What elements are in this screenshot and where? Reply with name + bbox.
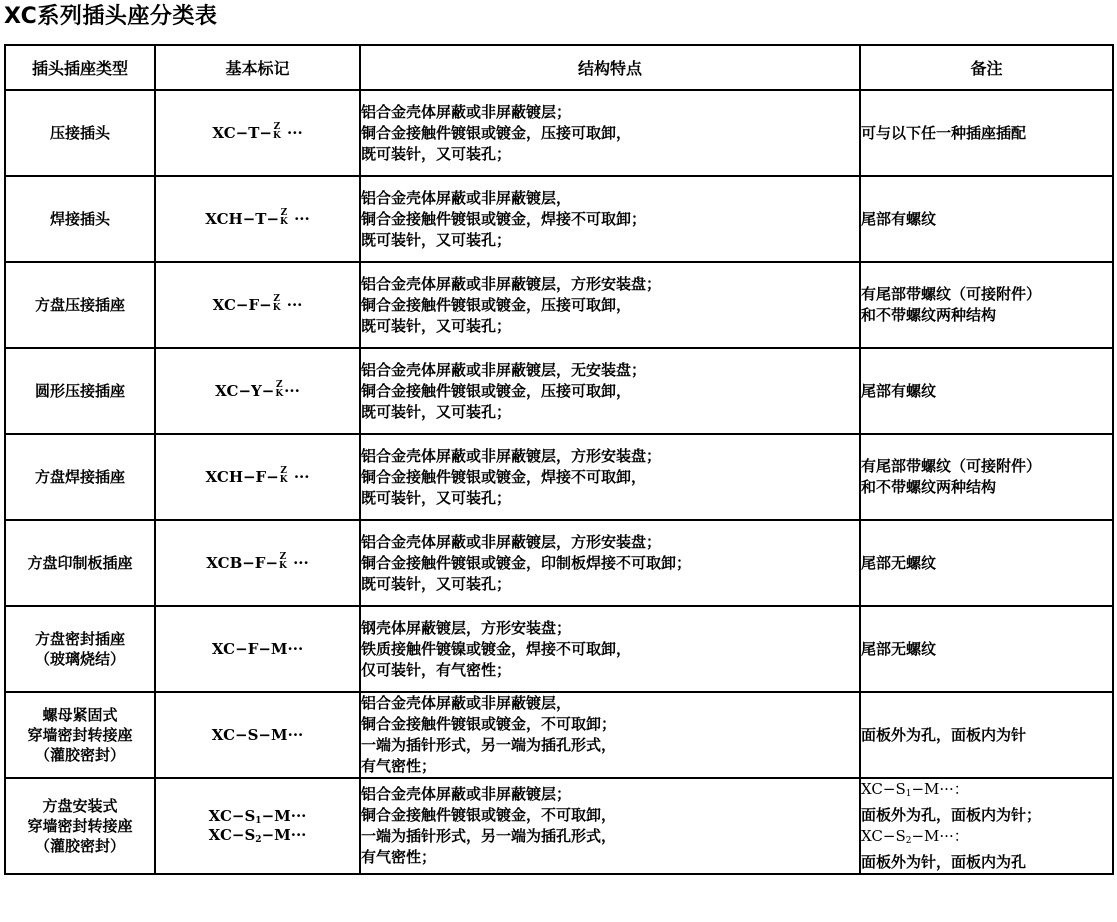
table-row — [5, 262, 1113, 348]
feature-line: 既可装针，又可装孔； — [361, 230, 512, 249]
cell-mark — [155, 262, 360, 348]
table-row — [5, 90, 1113, 176]
type-line: 压接插头 — [49, 124, 110, 142]
table-row — [5, 348, 1113, 434]
cell-mark — [155, 520, 360, 606]
cell-mark — [155, 90, 360, 176]
mark-prefix: XC−S — [861, 827, 906, 845]
mark-stack-top: Z — [279, 551, 287, 562]
feature-line: 铜合金接触件镀银或镀金，压接可取卸， — [361, 123, 632, 142]
feature-line: 铝合金壳体屏蔽或非屏蔽镀层，方形安装盘； — [361, 532, 662, 551]
cell-notes — [860, 262, 1113, 348]
feature-line: 铜合金接触件镀银或镀金，不可取卸， — [361, 806, 617, 824]
note-line — [861, 779, 1112, 805]
mark-stack-bottom: K — [279, 560, 287, 571]
cell-mark — [155, 692, 360, 778]
mark-stack-bottom: K — [272, 130, 281, 141]
feature-line: 铝合金壳体屏蔽或非屏蔽镀层，方形安装盘； — [361, 274, 662, 293]
cell-features — [360, 348, 860, 434]
mark-zk-stack — [279, 553, 287, 571]
note-line: 尾部有螺纹 — [861, 381, 937, 400]
feature-line: 既可装针，又可装孔； — [361, 402, 512, 421]
mark-subscript: 2 — [255, 835, 262, 845]
note-line: 面板外为孔，面板内为针； — [861, 806, 1042, 824]
cell-notes — [860, 90, 1113, 176]
note-line: 尾部无螺纹 — [861, 639, 937, 658]
feature-line: 铜合金接触件镀银或镀金，压接可取卸， — [361, 381, 632, 400]
mark-stack-top: Z — [273, 293, 280, 304]
mark-suffix: ··· — [284, 381, 300, 400]
mark-prefix: XC−F− — [212, 295, 272, 314]
table-row — [5, 520, 1113, 606]
cell-type — [5, 262, 155, 348]
mark-line — [156, 207, 359, 229]
classification-table — [4, 44, 1114, 875]
feature-line: 铝合金壳体屏蔽或非屏蔽镀层，方形安装盘； — [361, 446, 662, 465]
header-type: 插头插座类型 — [5, 45, 155, 90]
mark-prefix: XC−S — [208, 807, 256, 825]
type-line: 方盘密封插座 — [34, 630, 125, 648]
note-line: 面板外为孔，面板内为针 — [861, 725, 1027, 744]
mark-stack-top: Z — [280, 465, 287, 476]
mark-prefix: XCB−F− — [206, 553, 279, 572]
table-row — [5, 778, 1113, 874]
page-title: XC系列插头座分类表 — [4, 4, 218, 29]
mark-line: XC−S−M··· — [211, 726, 304, 744]
cell-notes — [860, 606, 1113, 692]
type-line: 方盘压接插座 — [34, 296, 125, 314]
cell-notes — [860, 348, 1113, 434]
mark-suffix: −M···： — [911, 780, 969, 798]
type-line: 方盘印制板插座 — [27, 554, 133, 572]
table-row — [5, 176, 1113, 262]
mark-subscript: 2 — [905, 836, 912, 846]
mark-suffix: −M··· — [261, 807, 307, 825]
mark-zk-stack — [280, 467, 288, 485]
cell-type — [5, 348, 155, 434]
mark-stack-top: Z — [273, 121, 281, 132]
mark-line — [156, 293, 359, 315]
mark-prefix: XC−T− — [212, 123, 272, 142]
mark-line — [156, 807, 359, 826]
table-body — [5, 90, 1113, 874]
cell-type — [5, 434, 155, 520]
note-line: 有尾部带螺纹（可接附件） — [861, 457, 1042, 475]
mark-zk-stack — [280, 209, 288, 227]
cell-features — [360, 692, 860, 778]
feature-line: 铜合金接触件镀银或镀金，压接可取卸， — [361, 295, 632, 314]
mark-prefix: XC−S — [861, 780, 906, 798]
mark-stack-bottom: K — [275, 388, 284, 399]
cell-type — [5, 90, 155, 176]
mark-prefix: XCH−F− — [205, 467, 279, 486]
feature-line: 铜合金接触件镀银或镀金，焊接不可取卸； — [361, 209, 647, 228]
type-line: （玻璃烧结） — [34, 650, 125, 668]
mark-stack-bottom: K — [279, 474, 288, 485]
cell-mark — [155, 434, 360, 520]
type-line: （灌胶密封） — [34, 746, 125, 764]
mark-suffix: −M···： — [911, 827, 969, 845]
feature-line: 铝合金壳体屏蔽或非屏蔽镀层， — [361, 188, 572, 207]
mark-zk-stack — [273, 123, 281, 141]
mark-suffix: −M··· — [261, 826, 307, 844]
mark-suffix: ··· — [287, 553, 309, 572]
mark-stack-top: Z — [275, 379, 283, 390]
mark-line — [156, 465, 359, 487]
note-line — [861, 826, 1112, 852]
feature-line: 既可装针，又可装孔； — [361, 574, 512, 593]
cell-features — [360, 434, 860, 520]
type-line: （灌胶密封） — [34, 837, 125, 855]
header-notes: 备注 — [860, 45, 1113, 90]
mark-suffix: ··· — [288, 209, 310, 228]
mark-line — [156, 826, 359, 845]
note-line: 和不带螺纹两种结构 — [861, 478, 997, 496]
note-line: 尾部无螺纹 — [861, 553, 937, 572]
feature-line: 一端为插针形式，另一端为插孔形式， — [361, 736, 617, 754]
type-line: 焊接插头 — [49, 210, 110, 228]
feature-line: 仅可装针，有气密性； — [361, 660, 512, 679]
note-line: 可与以下任一种插座插配 — [861, 123, 1027, 142]
mark-zk-stack — [275, 381, 283, 399]
feature-line: 有气密性； — [361, 848, 437, 866]
type-line: 螺母紧固式 — [42, 706, 118, 724]
cell-notes — [860, 778, 1113, 874]
cell-mark — [155, 176, 360, 262]
feature-line: 既可装针，又可装孔； — [361, 316, 512, 335]
cell-type — [5, 606, 155, 692]
header-row — [5, 45, 1113, 90]
type-line: 圆形压接插座 — [34, 382, 125, 400]
feature-line: 铝合金壳体屏蔽或非屏蔽镀层， — [361, 694, 572, 712]
feature-line: 钢壳体屏蔽镀层，方形安装盘； — [361, 618, 572, 637]
note-line: 面板外为针，面板内为孔 — [861, 853, 1027, 871]
mark-zk-stack — [273, 295, 281, 313]
feature-line: 铁质接触件镀镍或镀金，焊接不可取卸， — [361, 639, 632, 658]
mark-suffix: ··· — [281, 123, 303, 142]
cell-mark — [155, 348, 360, 434]
feature-line: 铝合金壳体屏蔽或非屏蔽镀层； — [361, 785, 572, 803]
cell-features — [360, 778, 860, 874]
cell-mark — [155, 778, 360, 874]
feature-line: 铜合金接触件镀银或镀金，印制板焊接不可取卸； — [361, 553, 692, 572]
cell-notes — [860, 434, 1113, 520]
type-line: 穿墙密封转接座 — [27, 726, 133, 744]
cell-features — [360, 520, 860, 606]
cell-features — [360, 606, 860, 692]
mark-prefix: XCH−T− — [205, 209, 280, 228]
feature-line: 铝合金壳体屏蔽或非屏蔽镀层； — [361, 102, 572, 121]
cell-mark — [155, 606, 360, 692]
cell-type — [5, 692, 155, 778]
mark-line: XC−F−M··· — [211, 640, 304, 658]
mark-line — [156, 121, 359, 143]
type-line: 方盘焊接插座 — [34, 468, 125, 486]
mark-stack-top: Z — [280, 207, 288, 218]
note-line: 和不带螺纹两种结构 — [861, 306, 997, 324]
feature-line: 既可装针，又可装孔； — [361, 144, 512, 163]
cell-notes — [860, 176, 1113, 262]
header-features: 结构特点 — [360, 45, 860, 90]
table-row — [5, 606, 1113, 692]
table-row — [5, 692, 1113, 778]
cell-type — [5, 778, 155, 874]
cell-notes — [860, 520, 1113, 606]
cell-features — [360, 176, 860, 262]
type-line: 穿墙密封转接座 — [27, 817, 133, 835]
type-line: 方盘安装式 — [42, 797, 118, 815]
note-line: 有尾部带螺纹（可接附件） — [861, 285, 1042, 303]
mark-suffix: ··· — [288, 467, 310, 486]
cell-notes — [860, 692, 1113, 778]
cell-type — [5, 176, 155, 262]
feature-line: 有气密性； — [361, 757, 437, 775]
feature-line: 铝合金壳体屏蔽或非屏蔽镀层，无安装盘； — [361, 360, 647, 379]
mark-subscript: 1 — [905, 789, 912, 799]
note-line: 尾部有螺纹 — [861, 209, 937, 228]
mark-suffix: ··· — [281, 295, 303, 314]
mark-subscript: 1 — [255, 816, 262, 826]
mark-stack-bottom: K — [280, 216, 288, 227]
mark-prefix: XC−Y− — [215, 381, 275, 400]
header-mark: 基本标记 — [155, 45, 360, 90]
table-row — [5, 434, 1113, 520]
mark-stack-bottom: K — [272, 302, 281, 313]
feature-line: 一端为插针形式，另一端为插孔形式， — [361, 827, 617, 845]
feature-line: 铜合金接触件镀银或镀金，不可取卸； — [361, 715, 617, 733]
cell-features — [360, 90, 860, 176]
mark-prefix: XC−S — [208, 826, 256, 844]
feature-line: 既可装针，又可装孔； — [361, 488, 512, 507]
mark-line — [156, 379, 359, 401]
mark-line — [156, 551, 359, 573]
cell-type — [5, 520, 155, 606]
cell-features — [360, 262, 860, 348]
feature-line: 铜合金接触件镀银或镀金，焊接不可取卸， — [361, 467, 647, 486]
